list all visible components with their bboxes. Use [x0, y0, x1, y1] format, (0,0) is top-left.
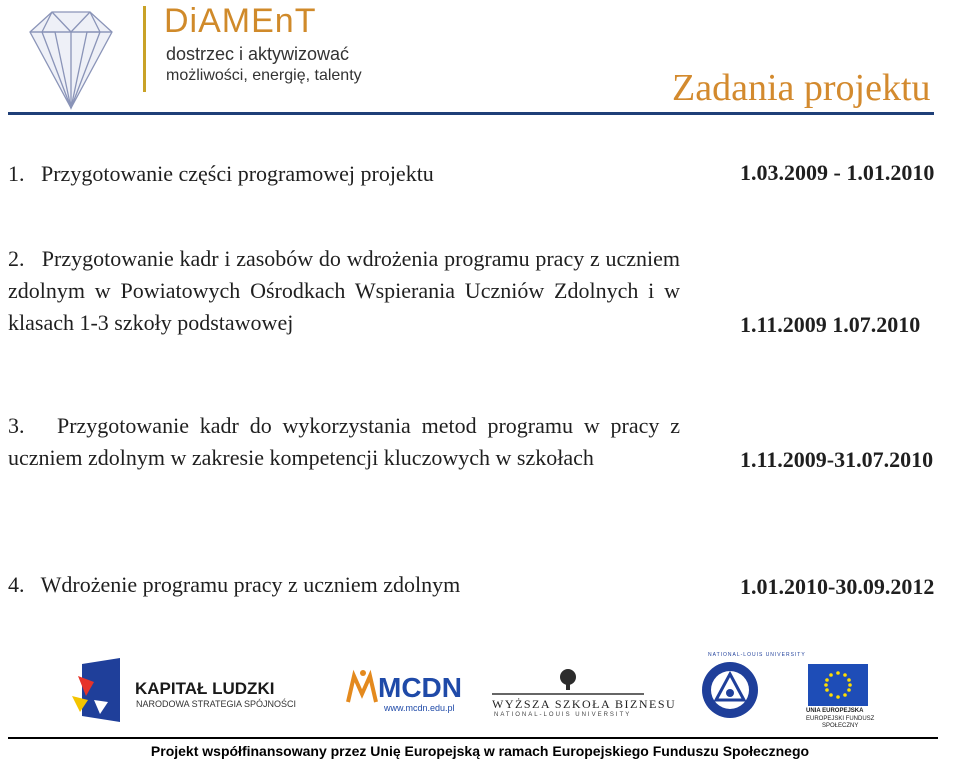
- footer-divider: [8, 737, 938, 739]
- kapital-ludzki-subtitle: NARODOWA STRATEGIA SPÓJNOŚCI: [136, 699, 297, 709]
- task-number: 1.: [8, 161, 25, 186]
- nlu-ring-text: NATIONAL-LOUIS UNIVERSITY: [708, 652, 806, 658]
- brand-name: DiAMEnT: [164, 2, 317, 40]
- eu-line-3: SPOŁECZNY: [822, 723, 859, 729]
- eu-line-2: EUROPEJSKI FUNDUSZ: [806, 716, 875, 722]
- diamond-logo-icon: [10, 6, 132, 114]
- eu-line-1: UNIA EUROPEJSKA: [806, 708, 864, 714]
- header-divider: [8, 112, 934, 115]
- eu-flag-icon: [808, 664, 868, 706]
- task-text: Przygotowanie kadr i zasobów do wdrożenia programu pracy z uczniem zdolnym w Powiatowych Ośrodkach Wspierania Uczniów Zdolnych i w klasach 1-3 szkoły podstawowej: [8, 246, 680, 335]
- task-text: Przygotowanie kadr do wykorzystania metod programu w pracy z uczniem zdolnym w zakresie kompetencji kluczowych w szkołach: [8, 413, 680, 470]
- brand-tagline-2: możliwości, energię, talenty: [166, 67, 362, 84]
- task-4: [8, 569, 460, 601]
- task-number: 3.: [8, 413, 25, 438]
- wsb-name: WYŻSZA SZKOŁA BIZNESU: [492, 697, 677, 711]
- wsb-subtitle: NATIONAL-LOUIS UNIVERSITY: [494, 712, 632, 718]
- mcdn-name: MCDN: [378, 672, 462, 703]
- task-1: [8, 158, 434, 190]
- logo-separator: [143, 6, 146, 92]
- wsb-rule: [492, 693, 644, 695]
- brand-tagline-1: dostrzec i aktywizować: [166, 44, 350, 64]
- funding-note: Projekt współfinansowany przez Unię Europejską w ramach Europejskiego Funduszu Społecznego: [150, 743, 810, 759]
- kapital-ludzki-title: KAPITAŁ LUDZKI: [135, 679, 275, 698]
- wsb-emblem-icon: [556, 667, 580, 691]
- task-2-dates: 1.11.2009 1.07.2010: [740, 312, 921, 337]
- task-number: 2.: [8, 246, 25, 271]
- task-text: Wdrożenie programu pracy z uczniem zdolnym: [40, 572, 461, 597]
- mcdn-url: www.mcdn.edu.pl: [384, 703, 455, 713]
- task-3: [8, 410, 680, 474]
- task-4-dates: 1.01.2010-30.09.2012: [740, 574, 935, 599]
- nlu-year: 1886: [721, 709, 737, 716]
- task-3-dates: 1.11.2009-31.07.2010: [740, 447, 934, 472]
- slide-title: Zadania projektu: [672, 67, 931, 109]
- task-number: 4.: [8, 572, 25, 597]
- task-2: [8, 243, 680, 339]
- task-text: Przygotowanie części programowej projektu: [41, 161, 434, 186]
- task-1-dates: 1.03.2009 - 1.01.2010: [740, 160, 935, 185]
- mcdn-logo-icon: [346, 668, 380, 708]
